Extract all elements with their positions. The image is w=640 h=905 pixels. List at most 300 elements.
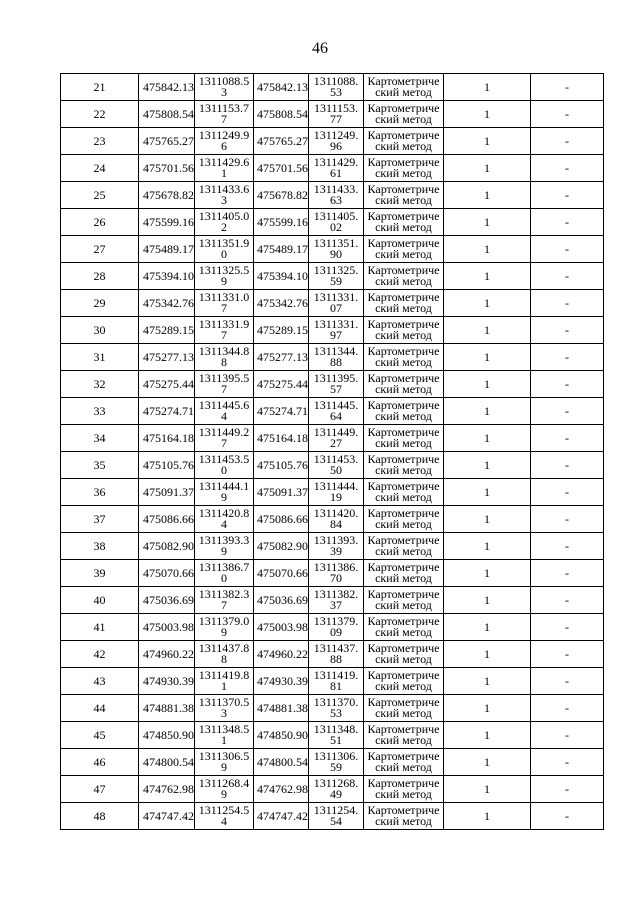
table-row xyxy=(61,695,604,722)
y-refined-cell xyxy=(309,560,364,587)
method-cell xyxy=(364,695,444,722)
method-cell xyxy=(364,155,444,182)
y-existing-cell xyxy=(195,398,254,425)
y-existing-line-2: 7 xyxy=(221,598,227,612)
method-cell xyxy=(364,506,444,533)
x-refined-cell: 475394.10 xyxy=(254,263,309,290)
x-existing-cell: 475678.82 xyxy=(139,182,195,209)
y-existing-line-2: 8 xyxy=(221,652,227,666)
point-number-cell: 21 xyxy=(61,74,139,101)
y-existing-line-2: 7 xyxy=(221,301,227,315)
y-existing-line-1: 1311088.5 xyxy=(198,74,250,88)
y-refined-cell xyxy=(309,776,364,803)
y-existing-cell xyxy=(195,425,254,452)
y-existing-line-1: 1311433.6 xyxy=(198,182,250,196)
x-refined-cell: 475274.71 xyxy=(254,398,309,425)
y-refined-line-2: 61 xyxy=(330,166,342,180)
y-refined-line-2: 50 xyxy=(330,463,342,477)
y-existing-line-1: 1311331.0 xyxy=(198,290,250,304)
y-refined-line-1: 1311419. xyxy=(313,668,359,682)
method-cell xyxy=(364,209,444,236)
x-refined-cell: 475275.44 xyxy=(254,371,309,398)
y-refined-cell xyxy=(309,425,364,452)
note-cell: - xyxy=(531,317,604,344)
y-refined-cell xyxy=(309,344,364,371)
x-existing-cell: 475275.44 xyxy=(139,371,195,398)
note-cell: - xyxy=(531,641,604,668)
y-existing-line-1: 1311153.7 xyxy=(198,101,250,115)
y-existing-line-2: 4 xyxy=(221,409,227,423)
y-refined-cell xyxy=(309,722,364,749)
x-existing-cell: 474800.54 xyxy=(139,749,195,776)
y-existing-cell xyxy=(195,641,254,668)
y-refined-line-1: 1311249. xyxy=(313,128,359,142)
x-refined-cell: 475164.18 xyxy=(254,425,309,452)
x-existing-cell: 475091.37 xyxy=(139,479,195,506)
method-cell xyxy=(364,344,444,371)
y-existing-line-2: 1 xyxy=(221,679,227,693)
y-refined-line-2: 49 xyxy=(330,787,342,801)
method-line-2: ский метод xyxy=(375,652,432,666)
y-refined-line-1: 1311306. xyxy=(313,749,359,763)
y-existing-line-1: 1311344.8 xyxy=(198,344,250,358)
accuracy-cell: 1 xyxy=(444,776,531,803)
method-cell xyxy=(364,128,444,155)
coordinates-table xyxy=(60,73,604,830)
x-refined-cell: 475599.16 xyxy=(254,209,309,236)
method-line-2: ский метод xyxy=(375,490,432,504)
y-existing-line-1: 1311420.8 xyxy=(198,506,250,520)
y-existing-line-2: 1 xyxy=(221,166,227,180)
y-existing-line-1: 1311405.0 xyxy=(198,209,250,223)
x-existing-cell: 475599.16 xyxy=(139,209,195,236)
note-cell: - xyxy=(531,236,604,263)
x-existing-cell: 475808.54 xyxy=(139,101,195,128)
accuracy-cell: 1 xyxy=(444,74,531,101)
y-existing-line-1: 1311393.3 xyxy=(198,533,250,547)
y-existing-line-2: 7 xyxy=(221,436,227,450)
table-row xyxy=(61,371,604,398)
table-row xyxy=(61,668,604,695)
method-line-1: Картометриче xyxy=(367,317,440,331)
table-row xyxy=(61,74,604,101)
point-number-cell: 46 xyxy=(61,749,139,776)
y-refined-line-2: 19 xyxy=(330,490,342,504)
y-existing-line-2: 9 xyxy=(221,490,227,504)
x-existing-cell: 475003.98 xyxy=(139,614,195,641)
y-refined-cell xyxy=(309,209,364,236)
method-cell xyxy=(364,749,444,776)
y-existing-cell xyxy=(195,533,254,560)
method-line-1: Картометриче xyxy=(367,722,440,736)
note-cell: - xyxy=(531,182,604,209)
y-refined-line-1: 1311437. xyxy=(313,641,359,655)
table-row xyxy=(61,398,604,425)
accuracy-cell: 1 xyxy=(444,749,531,776)
y-refined-cell xyxy=(309,398,364,425)
y-existing-line-2: 3 xyxy=(221,193,227,207)
method-line-1: Картометриче xyxy=(367,641,440,655)
method-line-1: Картометриче xyxy=(367,236,440,250)
x-existing-cell: 474881.38 xyxy=(139,695,195,722)
y-existing-line-2: 0 xyxy=(221,463,227,477)
y-existing-cell xyxy=(195,614,254,641)
accuracy-cell: 1 xyxy=(444,236,531,263)
y-existing-line-2: 9 xyxy=(221,787,227,801)
x-existing-cell: 474930.39 xyxy=(139,668,195,695)
y-refined-line-2: 53 xyxy=(330,706,342,720)
y-refined-cell xyxy=(309,74,364,101)
accuracy-cell: 1 xyxy=(444,587,531,614)
y-refined-line-1: 1311453. xyxy=(313,452,359,466)
accuracy-cell: 1 xyxy=(444,263,531,290)
accuracy-cell: 1 xyxy=(444,560,531,587)
method-line-1: Картометриче xyxy=(367,749,440,763)
method-cell xyxy=(364,533,444,560)
method-line-2: ский метод xyxy=(375,571,432,585)
point-number-cell: 44 xyxy=(61,695,139,722)
method-line-1: Картометриче xyxy=(367,371,440,385)
accuracy-cell: 1 xyxy=(444,668,531,695)
method-line-1: Картометриче xyxy=(367,452,440,466)
method-line-2: ский метод xyxy=(375,733,432,747)
y-existing-line-1: 1311306.5 xyxy=(198,749,250,763)
y-refined-cell xyxy=(309,533,364,560)
x-refined-cell: 475808.54 xyxy=(254,101,309,128)
y-refined-cell xyxy=(309,236,364,263)
y-refined-cell xyxy=(309,614,364,641)
table-row xyxy=(61,344,604,371)
y-existing-line-1: 1311331.9 xyxy=(198,317,250,331)
note-cell: - xyxy=(531,587,604,614)
y-refined-line-2: 37 xyxy=(330,598,342,612)
method-line-2: ский метод xyxy=(375,625,432,639)
y-existing-cell xyxy=(195,182,254,209)
y-refined-line-1: 1311420. xyxy=(313,506,359,520)
x-refined-cell: 475765.27 xyxy=(254,128,309,155)
x-existing-cell: 475105.76 xyxy=(139,452,195,479)
note-cell: - xyxy=(531,209,604,236)
y-refined-cell xyxy=(309,155,364,182)
point-number-cell: 35 xyxy=(61,452,139,479)
method-line-1: Картометриче xyxy=(367,290,440,304)
note-cell: - xyxy=(531,74,604,101)
method-line-2: ский метод xyxy=(375,193,432,207)
note-cell: - xyxy=(531,128,604,155)
method-cell xyxy=(364,722,444,749)
method-line-2: ский метод xyxy=(375,247,432,261)
table-row xyxy=(61,506,604,533)
x-refined-cell: 474930.39 xyxy=(254,668,309,695)
y-refined-cell xyxy=(309,668,364,695)
table-row xyxy=(61,425,604,452)
table-row xyxy=(61,263,604,290)
method-cell xyxy=(364,776,444,803)
table-row xyxy=(61,803,604,830)
y-refined-line-1: 1311393. xyxy=(313,533,359,547)
point-number-cell: 33 xyxy=(61,398,139,425)
x-existing-cell: 475277.13 xyxy=(139,344,195,371)
method-cell xyxy=(364,614,444,641)
method-line-2: ский метод xyxy=(375,706,432,720)
y-existing-cell xyxy=(195,587,254,614)
y-refined-cell xyxy=(309,803,364,830)
point-number-cell: 42 xyxy=(61,641,139,668)
y-refined-cell xyxy=(309,263,364,290)
point-number-cell: 43 xyxy=(61,668,139,695)
table-row xyxy=(61,182,604,209)
y-existing-line-1: 1311370.5 xyxy=(198,695,250,709)
y-existing-cell xyxy=(195,668,254,695)
table-row xyxy=(61,452,604,479)
y-refined-cell xyxy=(309,317,364,344)
y-refined-cell xyxy=(309,182,364,209)
method-line-1: Картометриче xyxy=(367,587,440,601)
x-refined-cell: 475277.13 xyxy=(254,344,309,371)
y-existing-cell xyxy=(195,155,254,182)
method-line-2: ский метод xyxy=(375,787,432,801)
y-refined-line-1: 1311379. xyxy=(313,614,359,628)
accuracy-cell: 1 xyxy=(444,209,531,236)
method-line-1: Картометриче xyxy=(367,128,440,142)
table-row xyxy=(61,155,604,182)
method-cell xyxy=(364,479,444,506)
y-refined-line-1: 1311445. xyxy=(313,398,359,412)
y-existing-cell xyxy=(195,776,254,803)
accuracy-cell: 1 xyxy=(444,425,531,452)
y-existing-line-1: 1311254.5 xyxy=(198,803,250,817)
y-existing-line-1: 1311437.8 xyxy=(198,641,250,655)
table-row xyxy=(61,101,604,128)
method-line-1: Картометриче xyxy=(367,506,440,520)
method-line-2: ский метод xyxy=(375,598,432,612)
y-existing-line-1: 1311325.5 xyxy=(198,263,250,277)
method-cell xyxy=(364,101,444,128)
point-number-cell: 41 xyxy=(61,614,139,641)
y-existing-line-2: 0 xyxy=(221,247,227,261)
y-existing-line-2: 1 xyxy=(221,733,227,747)
y-existing-cell xyxy=(195,452,254,479)
method-cell xyxy=(364,398,444,425)
y-existing-line-1: 1311444.1 xyxy=(198,479,250,493)
y-existing-line-1: 1311249.9 xyxy=(198,128,250,142)
y-existing-cell xyxy=(195,263,254,290)
accuracy-cell: 1 xyxy=(444,614,531,641)
x-refined-cell: 474762.98 xyxy=(254,776,309,803)
y-refined-line-1: 1311325. xyxy=(313,263,359,277)
table-row xyxy=(61,560,604,587)
method-line-2: ский метод xyxy=(375,679,432,693)
point-number-cell: 22 xyxy=(61,101,139,128)
method-line-2: ский метод xyxy=(375,301,432,315)
method-cell xyxy=(364,587,444,614)
y-refined-cell xyxy=(309,290,364,317)
point-number-cell: 23 xyxy=(61,128,139,155)
accuracy-cell: 1 xyxy=(444,506,531,533)
y-refined-cell xyxy=(309,506,364,533)
method-line-2: ский метод xyxy=(375,166,432,180)
method-cell xyxy=(364,236,444,263)
y-refined-line-1: 1311268. xyxy=(313,776,359,790)
note-cell: - xyxy=(531,506,604,533)
method-line-2: ский метод xyxy=(375,409,432,423)
y-refined-line-1: 1311331. xyxy=(313,290,359,304)
y-refined-line-2: 57 xyxy=(330,382,342,396)
x-existing-cell: 474762.98 xyxy=(139,776,195,803)
y-existing-line-1: 1311348.5 xyxy=(198,722,250,736)
method-line-2: ский метод xyxy=(375,355,432,369)
x-existing-cell: 475342.76 xyxy=(139,290,195,317)
y-existing-cell xyxy=(195,560,254,587)
accuracy-cell: 1 xyxy=(444,533,531,560)
y-refined-line-2: 27 xyxy=(330,436,342,450)
y-refined-cell xyxy=(309,371,364,398)
x-existing-cell: 475070.66 xyxy=(139,560,195,587)
y-existing-line-1: 1311268.4 xyxy=(198,776,250,790)
y-refined-line-2: 77 xyxy=(330,112,342,126)
y-refined-cell xyxy=(309,587,364,614)
method-cell xyxy=(364,182,444,209)
y-refined-line-1: 1311382. xyxy=(313,587,359,601)
note-cell: - xyxy=(531,479,604,506)
table-row xyxy=(61,641,604,668)
method-line-2: ский метод xyxy=(375,274,432,288)
y-refined-line-2: 70 xyxy=(330,571,342,585)
y-refined-line-2: 59 xyxy=(330,760,342,774)
method-line-1: Картометриче xyxy=(367,74,440,88)
method-line-2: ский метод xyxy=(375,85,432,99)
accuracy-cell: 1 xyxy=(444,722,531,749)
y-existing-cell xyxy=(195,290,254,317)
y-refined-line-2: 09 xyxy=(330,625,342,639)
note-cell: - xyxy=(531,668,604,695)
y-refined-line-1: 1311153. xyxy=(313,101,359,115)
point-number-cell: 48 xyxy=(61,803,139,830)
y-existing-cell xyxy=(195,236,254,263)
accuracy-cell: 1 xyxy=(444,479,531,506)
y-existing-line-1: 1311379.0 xyxy=(198,614,250,628)
method-line-1: Картометриче xyxy=(367,668,440,682)
page-number: 46 xyxy=(312,40,328,57)
method-line-1: Картометриче xyxy=(367,425,440,439)
x-existing-cell: 475274.71 xyxy=(139,398,195,425)
point-number-cell: 37 xyxy=(61,506,139,533)
point-number-cell: 39 xyxy=(61,560,139,587)
x-existing-cell: 475842.13 xyxy=(139,74,195,101)
y-refined-line-1: 1311344. xyxy=(313,344,359,358)
y-existing-cell xyxy=(195,749,254,776)
y-existing-cell xyxy=(195,803,254,830)
note-cell: - xyxy=(531,101,604,128)
x-refined-cell: 474800.54 xyxy=(254,749,309,776)
y-refined-line-1: 1311254. xyxy=(313,803,359,817)
method-line-1: Картометриче xyxy=(367,263,440,277)
y-refined-line-1: 1311370. xyxy=(313,695,359,709)
x-existing-cell: 475765.27 xyxy=(139,128,195,155)
x-refined-cell: 475082.90 xyxy=(254,533,309,560)
method-line-2: ский метод xyxy=(375,382,432,396)
note-cell: - xyxy=(531,614,604,641)
x-refined-cell: 475036.69 xyxy=(254,587,309,614)
note-cell: - xyxy=(531,425,604,452)
point-number-cell: 31 xyxy=(61,344,139,371)
point-number-cell: 47 xyxy=(61,776,139,803)
y-existing-cell xyxy=(195,128,254,155)
y-existing-cell xyxy=(195,722,254,749)
table-row xyxy=(61,722,604,749)
method-line-2: ский метод xyxy=(375,220,432,234)
y-refined-cell xyxy=(309,749,364,776)
x-refined-cell: 475105.76 xyxy=(254,452,309,479)
table-row xyxy=(61,533,604,560)
y-refined-line-2: 53 xyxy=(330,85,342,99)
x-refined-cell: 475086.66 xyxy=(254,506,309,533)
y-existing-cell xyxy=(195,371,254,398)
note-cell: - xyxy=(531,290,604,317)
method-line-1: Картометриче xyxy=(367,398,440,412)
y-existing-line-1: 1311395.5 xyxy=(198,371,250,385)
point-number-cell: 26 xyxy=(61,209,139,236)
x-refined-cell: 475678.82 xyxy=(254,182,309,209)
method-line-2: ский метод xyxy=(375,436,432,450)
y-existing-cell xyxy=(195,344,254,371)
method-line-1: Картометриче xyxy=(367,533,440,547)
y-refined-cell xyxy=(309,479,364,506)
x-refined-cell: 475342.76 xyxy=(254,290,309,317)
y-refined-line-2: 88 xyxy=(330,355,342,369)
accuracy-cell: 1 xyxy=(444,290,531,317)
y-refined-line-2: 84 xyxy=(330,517,342,531)
y-existing-cell xyxy=(195,74,254,101)
y-refined-cell xyxy=(309,452,364,479)
note-cell: - xyxy=(531,533,604,560)
point-number-cell: 25 xyxy=(61,182,139,209)
table-row xyxy=(61,290,604,317)
accuracy-cell: 1 xyxy=(444,128,531,155)
x-refined-cell: 475003.98 xyxy=(254,614,309,641)
y-existing-line-2: 4 xyxy=(221,517,227,531)
y-existing-line-2: 9 xyxy=(221,760,227,774)
accuracy-cell: 1 xyxy=(444,695,531,722)
y-refined-line-2: 97 xyxy=(330,328,342,342)
accuracy-cell: 1 xyxy=(444,398,531,425)
y-existing-line-2: 9 xyxy=(221,274,227,288)
method-line-1: Картометриче xyxy=(367,344,440,358)
point-number-cell: 36 xyxy=(61,479,139,506)
accuracy-cell: 1 xyxy=(444,452,531,479)
y-existing-cell xyxy=(195,479,254,506)
y-refined-cell xyxy=(309,695,364,722)
y-existing-line-1: 1311386.7 xyxy=(198,560,250,574)
point-number-cell: 24 xyxy=(61,155,139,182)
y-existing-line-1: 1311445.6 xyxy=(198,398,250,412)
y-existing-line-2: 3 xyxy=(221,85,227,99)
method-cell xyxy=(364,371,444,398)
note-cell: - xyxy=(531,695,604,722)
y-existing-line-2: 7 xyxy=(221,112,227,126)
note-cell: - xyxy=(531,749,604,776)
method-line-1: Картометриче xyxy=(367,560,440,574)
point-number-cell: 30 xyxy=(61,317,139,344)
table-row xyxy=(61,128,604,155)
point-number-cell: 40 xyxy=(61,587,139,614)
y-refined-line-1: 1311088. xyxy=(313,74,359,88)
table-row xyxy=(61,776,604,803)
x-existing-cell: 475489.17 xyxy=(139,236,195,263)
y-existing-line-2: 8 xyxy=(221,355,227,369)
y-refined-line-2: 81 xyxy=(330,679,342,693)
note-cell: - xyxy=(531,371,604,398)
